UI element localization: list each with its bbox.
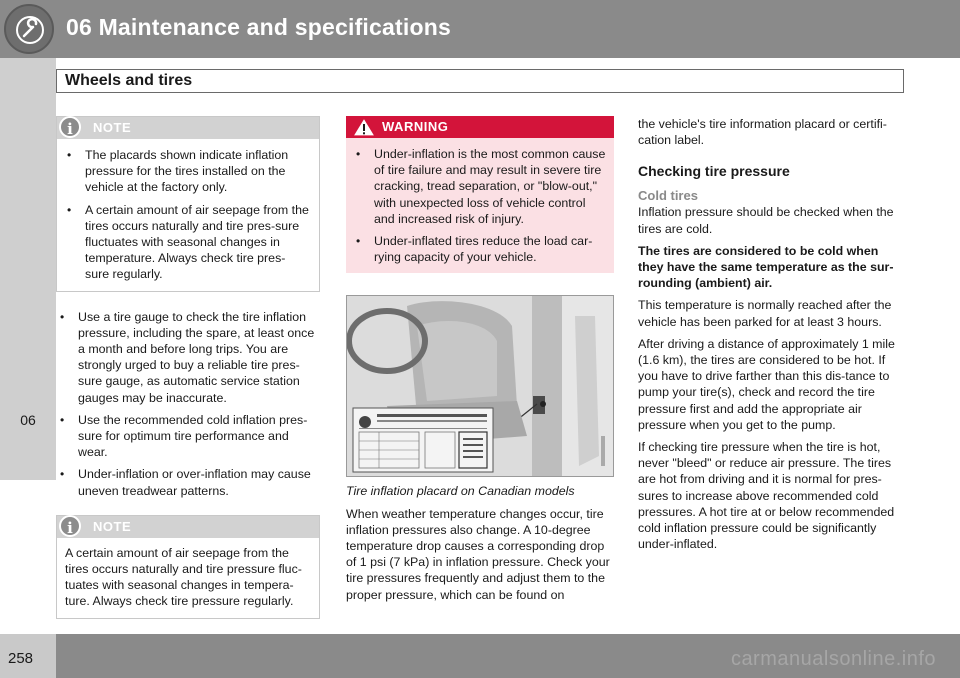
watermark: carmanualsonline.info — [730, 648, 936, 670]
warning-item: • Under-inflated tires reduce the load car-rying capacity of your vehicle. — [352, 233, 606, 265]
section-bar — [56, 69, 904, 93]
warning-label: WARNING — [382, 119, 449, 134]
body-paragraph: If checking tire pressure when the tire is hot, never "bleed" or reduce air pressure. The tires are hot from driving and it is normal for pres-sures to increase above recommended cold pressures. A hot tire at or below recommended cold inflation pressure could be significantly under-inflated. — [638, 440, 895, 552]
note-box — [56, 515, 320, 619]
bold-paragraph: The tires are considered to be cold when they have the same temperature as the sur-rounding (ambient) air. — [638, 243, 894, 291]
list-item: • Under-inflation or over-inflation may cause uneven treadwear patterns. — [56, 466, 320, 498]
chapter-side-tab[interactable] — [0, 58, 56, 480]
warning-body — [346, 138, 614, 273]
body-paragraph: Inflation pressure should be checked when the tires are cold. — [638, 205, 894, 236]
side-tab-label: 06 — [20, 412, 36, 428]
body-paragraph: When weather temperature changes occur, tire inflation pressures also change. A 10-degree temperature drop causes a corresponding drop of 1 psi (7 kPa) in inflation pressure. Check your tire pressures frequently and adjust them to the proper pressure, which can be found on — [346, 506, 610, 602]
note-header — [57, 516, 319, 538]
tire-placard-photo — [346, 295, 614, 477]
note-header — [57, 117, 319, 139]
chapter-title: 06 Maintenance and specifications — [66, 14, 451, 40]
footer-page-tab — [0, 634, 56, 678]
chapter-header — [0, 0, 960, 58]
warning-triangle-icon — [352, 117, 376, 137]
note-body: A certain amount of air seepage from the tires occurs naturally and tire pressure fluc-tuates with seasonal changes in tempera-ture. Always check tire pressure regularly. — [65, 545, 302, 609]
list-item: • Use a tire gauge to check the tire inflation pressure, including the spare, at least once a month and before long trips. You are strongly urged to buy a reliable tire pres-sure gauge, as automatic service station gauges may be inaccurate. — [56, 309, 320, 406]
warning-item: • Under-inflation is the most common cause of tire failure and may result in severe tire cracking, tread separation, or "blow-out," with unexpected loss of vehicle control and increased risk of injury. — [352, 146, 606, 227]
note-label: NOTE — [93, 120, 132, 135]
note-item: • The placards shown indicate inflation pressure for the tires installed on the vehicle at the factory only. — [63, 147, 309, 196]
info-icon: i — [59, 116, 81, 138]
instruction-list — [56, 309, 320, 499]
column-2 — [346, 116, 614, 603]
page-number: 258 — [8, 650, 34, 667]
section-heading: Checking tire pressure — [638, 163, 790, 180]
note-item: • A certain amount of air seepage from the tires occurs naturally and tire pres-sure fluctuates with seasonal changes in temperature. Always check tire pres-sure regularly. — [63, 202, 309, 283]
note-label: NOTE — [93, 518, 132, 534]
photo-caption: Tire inflation placard on Canadian models — [346, 484, 575, 499]
page-footer — [0, 634, 960, 678]
warning-header — [346, 116, 614, 138]
column-3 — [638, 116, 906, 552]
info-icon: i — [59, 515, 81, 537]
note-box — [56, 116, 320, 292]
subsection-heading: Cold tires — [638, 188, 698, 204]
body-paragraph: the vehicle's tire information placard or certifi-cation label. — [638, 117, 887, 148]
warning-box — [346, 116, 614, 273]
column-1 — [56, 116, 320, 619]
note-body — [57, 139, 319, 291]
section-title: Wheels and tires — [65, 72, 193, 89]
list-item: • Use the recommended cold inflation pres-sure for optimum tire performance and wear. — [56, 412, 320, 461]
body-paragraph: After driving a distance of approximately 1 mile (1.6 km), the tires are considered to be hot. If you have to drive farther than this dis-tance to pump your tire(s), check and record the tire pressure first and add the appropriate air pressure when you get to the pump. — [638, 336, 895, 432]
wrench-icon — [4, 4, 54, 54]
body-paragraph: This temperature is normally reached after the vehicle has been parked for at least 3 hours. — [638, 298, 892, 329]
